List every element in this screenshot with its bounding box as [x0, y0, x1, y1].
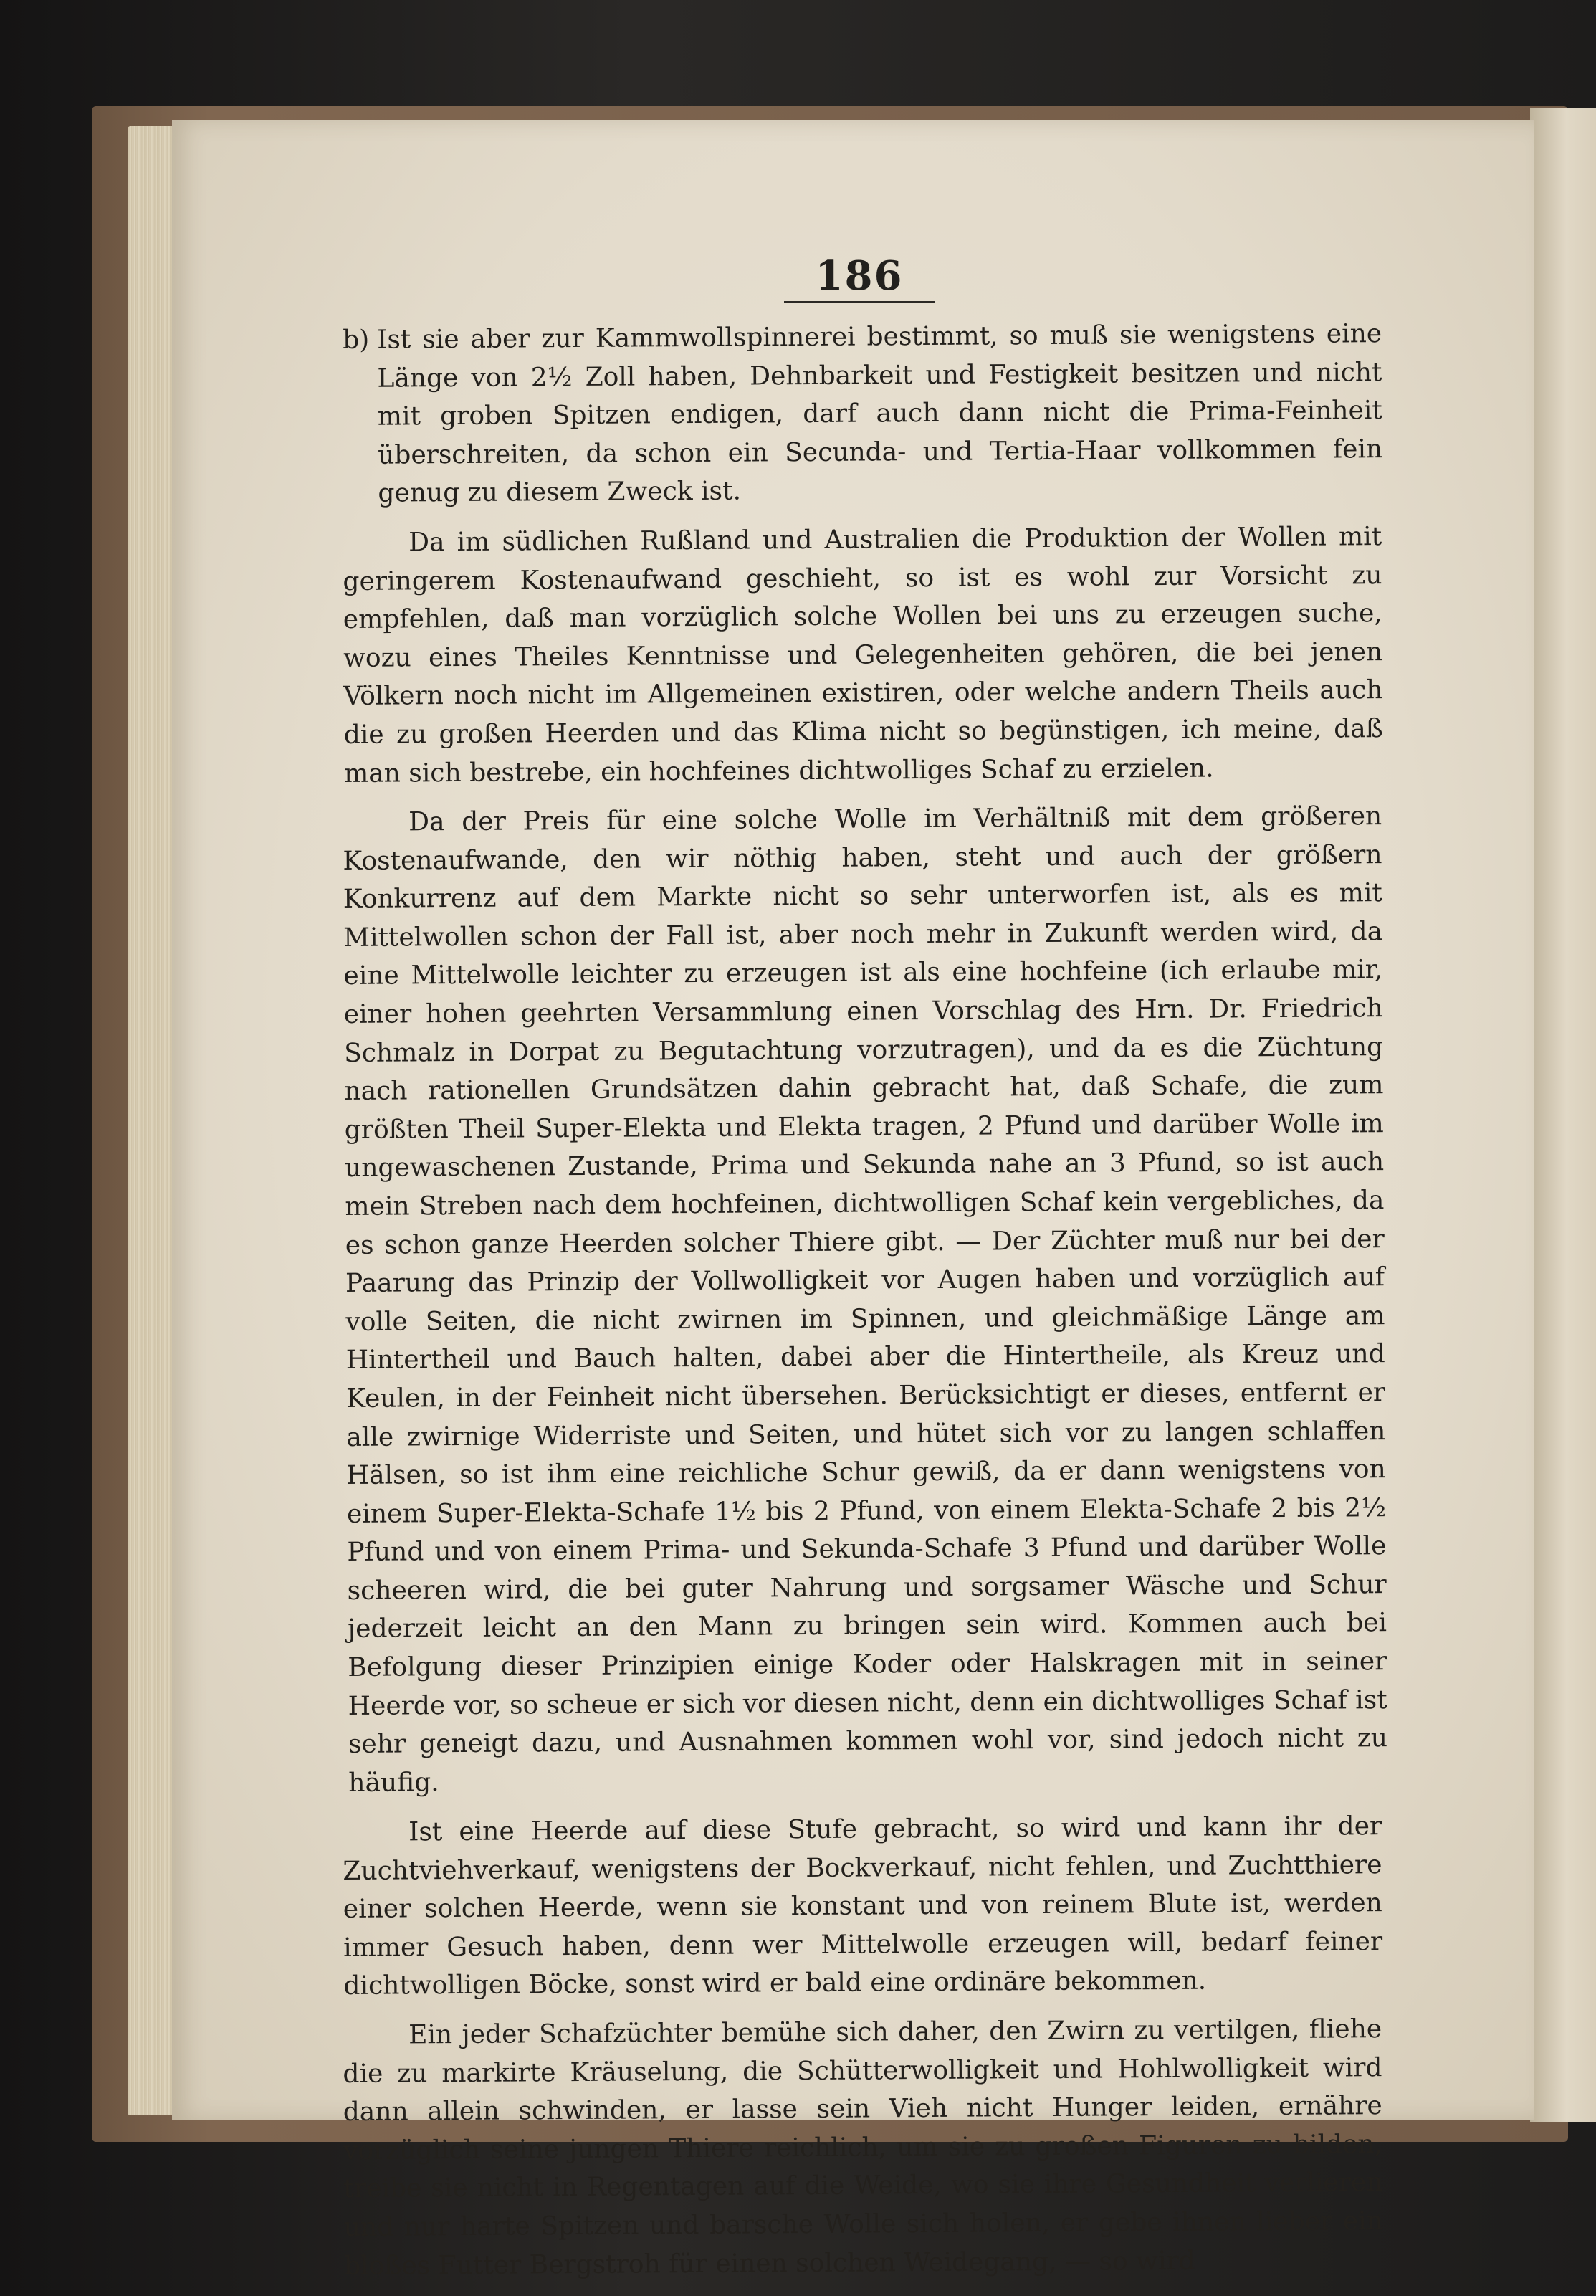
list-marker: b) [343, 325, 370, 355]
paragraph-1 [343, 315, 1383, 513]
paragraph-4: Ist eine Heerde auf diese Stufe gebracht, so wird und kann ihr der Zuchtviehverkauf, wenigstens der Bockverkauf, nicht fehlen, und Zuchtthiere einer solchen Heerde, wenn sie konstant und von reinem Blute ist, werden immer Gesuch haben, denn wer Mittelwolle erzeugen will, bedarf feiner dichtwolligen Böcke, sonst wird er bald eine ordinäre bekommen. [343, 1811, 1383, 2001]
paragraph-text: Ist sie aber zur Kammwollspinnerei bestimmt, so muß sie wenigstens eine Länge von 2½ Zoll haben, Dehnbarkeit und Festigkeit besitzen und nicht mit groben Spitzen endigen, darf auch dann nicht die Prima-Feinheit überschreiten, da schon ein Secunda- und Tertia-Haar vollkommen fein genug zu diesem Zweck ist. [377, 319, 1383, 509]
paragraph-2: Da im südlichen Rußland und Australien die Produktion der Wollen mit geringerem Kostenaufwand geschieht, so ist es wohl zur Vorsicht zu empfehlen, daß man vorzüglich solche Wollen bei uns zu erzeugen suche, wozu eines Theiles Kenntnisse und Gelegenheiten gehören, die bei jenen Völkern noch nicht im Allgemeinen existiren, oder welche andern Theils auch die zu großen Heerden und das Klima nicht so begünstigen, ich meine, daß man sich bestrebe, ein hochfeines dichtwolliges Schaf zu erzielen. [343, 522, 1383, 789]
body-text [343, 319, 1388, 2296]
paragraph-5: Ein jeder Schafzüchter bemühe sich daher, den Zwirn zu vertilgen, fliehe die zu markirte Kräuselung, die Schütterwolligkeit und Hohlwolligkeit wird dann allein schwinden, er lasse sein Vieh nicht Hunger leiden, ernähre vorzüglich seine jungen Thiere reichlich, um sie zu großen Figuren zu bilden, treibe sie nicht in Regentagen auf die Weide, wo sie ihre Gesundheit verlieren und nur harte Spitzen und barsche Wolle sich holen, er gebe ihnen lieber ein bloßes Futter Bergstroh für einen solchen Weidegang, — so wird [343, 2014, 1383, 2281]
facing-page-edge [1530, 108, 1596, 2122]
page-number: 186 [815, 252, 904, 300]
paragraph-3: Da der Preis für eine solche Wolle im Verhältniß mit dem größeren Kostenaufwande, den wir nöthig haben, steht und auch der größern Konkurrenz auf dem Markte nicht so sehr unterworfen ist, als es mit Mittelwollen schon der Fall ist, aber noch mehr in Zukunft werden wird, da eine Mittelwolle leichter zu erzeugen ist als eine hochfeine (ich erlaube mir, einer hohen geehrten Versammlung einen Vorschlag des Hrn. Dr. Friedrich Schmalz in Dorpat zu Begutachtung vorzutragen), und da es die Züchtung nach rationellen Grundsätzen dahin gebracht hat, daß Schafe, die zum größten Theil Super-Elekta und Elekta tragen, 2 Pfund und darüber Wolle im ungewaschenen Zustande, Prima und Sekunda nahe an 3 Pfund, so ist auch mein Streben nach dem hochfeinen, dichtwolligen Schaf kein vergebliches, da es schon ganze Heerden solcher Thiere gibt. — Der Züchter muß nur bei der Paarung das Prinzip der Vollwolligkeit vor Augen haben und vorzüglich auf volle Seiten, die nicht zwirnen im Spinnen, und gleichmäßige Länge am Hintertheil und Bauch halten, dabei aber die Hintertheile, als Kreuz und Keulen, in der Feinheit nicht übersehen. Berücksichtigt er dieses, entfernt er alle zwirnige Widerriste und Seiten, und hütet sich vor zu langen schlaffen Hälsen, so ist ihm eine reichliche Schur gewiß, da er dann wenigstens von einem Super-Elekta-Schafe 1½ bis 2 Pfund, von einem Elekta-Schafe 2 bis 2½ Pfund und von einem Prima- und Sekunda-Schafe 3 Pfund und darüber Wolle scheeren wird, die bei guter Nahrung und sorgsamer Wäsche und Schur jederzeit leicht an den Mann zu bringen sein wird. Kommen auch bei Befolgung dieser Prinzipien einige Koder oder Halskragen mit in seiner Heerde vor, so scheue er sich vor diesen nicht, denn ein dichtwolliges Schaf ist sehr geneigt dazu, und Ausnahmen kommen wohl vor, sind jedoch nicht zu häufig. [343, 801, 1388, 1798]
page-number-rule [784, 301, 935, 303]
